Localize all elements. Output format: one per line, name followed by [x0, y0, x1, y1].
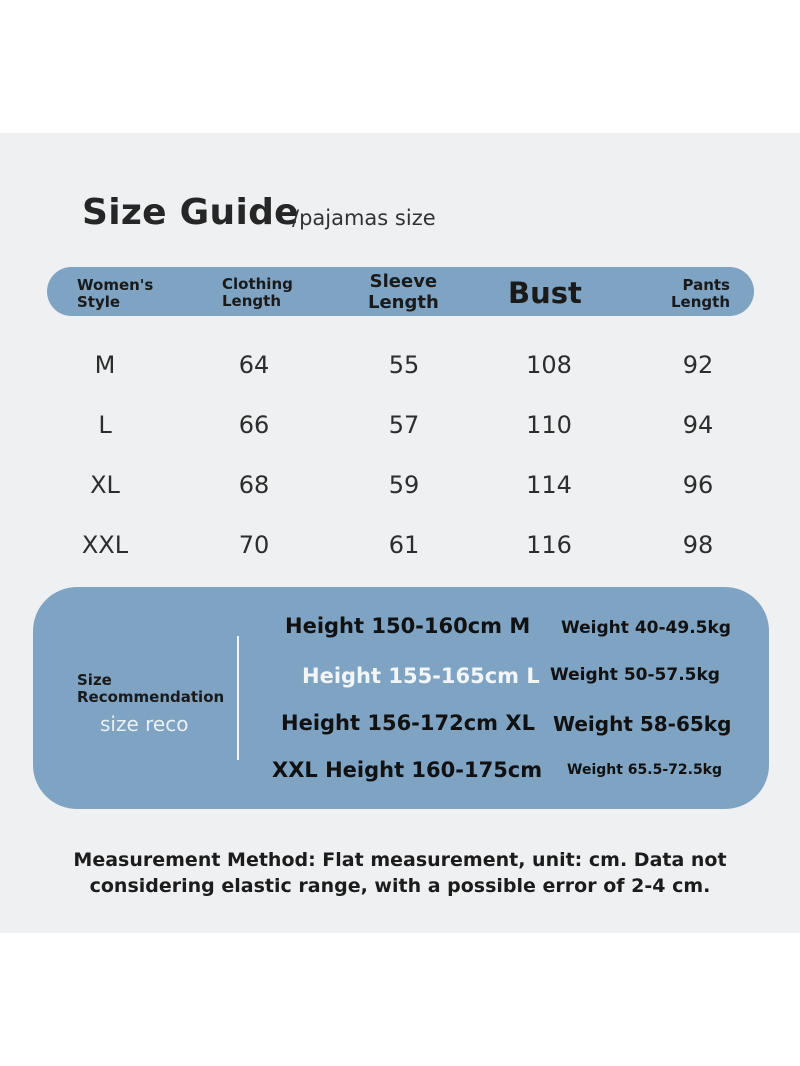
row-xxl-pants: 98	[682, 531, 714, 559]
reco-weight-xl: Weight 58-65kg	[553, 712, 732, 736]
row-l-length: 66	[238, 411, 270, 439]
row-l-pants: 94	[682, 411, 714, 439]
row-m-size: M	[94, 351, 116, 379]
header-pants-length	[671, 277, 730, 311]
header-style-line-2: Style	[77, 293, 121, 311]
header-style-line-1: Women's	[77, 276, 154, 294]
reco-height-xxl: XXL Height 160-175cm	[272, 758, 543, 782]
reco-weight-m: Weight 40-49.5kg	[561, 618, 731, 638]
row-xl-sleeve: 59	[388, 471, 420, 499]
page-subtitle: /pajamas size	[292, 206, 436, 230]
measurement-note-line-2: considering elastic range, with a possible error of 2-4 cm.	[89, 875, 711, 897]
reco-height-l: Height 155-165cm L	[302, 664, 540, 688]
reco-label-size: Size	[77, 671, 112, 689]
row-xxl-bust: 116	[526, 531, 572, 559]
row-m-bust: 108	[526, 351, 572, 379]
row-xl-pants: 96	[682, 471, 714, 499]
header-sleeve-line-1: Sleeve	[369, 271, 438, 292]
row-m-length: 64	[238, 351, 270, 379]
row-xxl-sleeve: 61	[388, 531, 420, 559]
header-bust: Bust	[508, 276, 582, 310]
header-length-line-2: Length	[222, 292, 281, 310]
reco-height-m: Height 150-160cm M	[285, 614, 531, 638]
header-pants-line-2: Length	[671, 293, 730, 311]
reco-weight-l: Weight 50-57.5kg	[550, 665, 720, 685]
row-l-bust: 110	[526, 411, 572, 439]
reco-label-recommendation: Recommendation	[77, 688, 225, 706]
row-l-sleeve: 57	[388, 411, 420, 439]
row-m-pants: 92	[682, 351, 714, 379]
row-xl-length: 68	[238, 471, 270, 499]
header-sleeve-length	[368, 271, 439, 313]
page-title: Size Guide	[82, 192, 299, 233]
header-sleeve-line-2: Length	[368, 292, 439, 313]
reco-divider	[237, 636, 239, 760]
row-xl-size: XL	[90, 471, 120, 499]
row-xl-bust: 114	[526, 471, 572, 499]
row-l-size: L	[98, 411, 112, 439]
row-xxl-size: XXL	[81, 531, 129, 559]
row-xxl-length: 70	[238, 531, 270, 559]
row-m-sleeve: 55	[388, 351, 420, 379]
reco-height-xl: Height 156-172cm XL	[281, 711, 535, 735]
header-length-line-1: Clothing	[222, 275, 293, 293]
header-pants-line-1: Pants	[682, 276, 730, 294]
header-womens-style	[77, 277, 153, 311]
measurement-note-line-1: Measurement Method: Flat measurement, unit: cm. Data not	[73, 849, 727, 871]
measurement-note	[0, 847, 800, 899]
reco-sublabel: size reco	[100, 712, 189, 736]
header-clothing-length	[222, 276, 293, 310]
reco-weight-xxl: Weight 65.5-72.5kg	[567, 762, 723, 778]
